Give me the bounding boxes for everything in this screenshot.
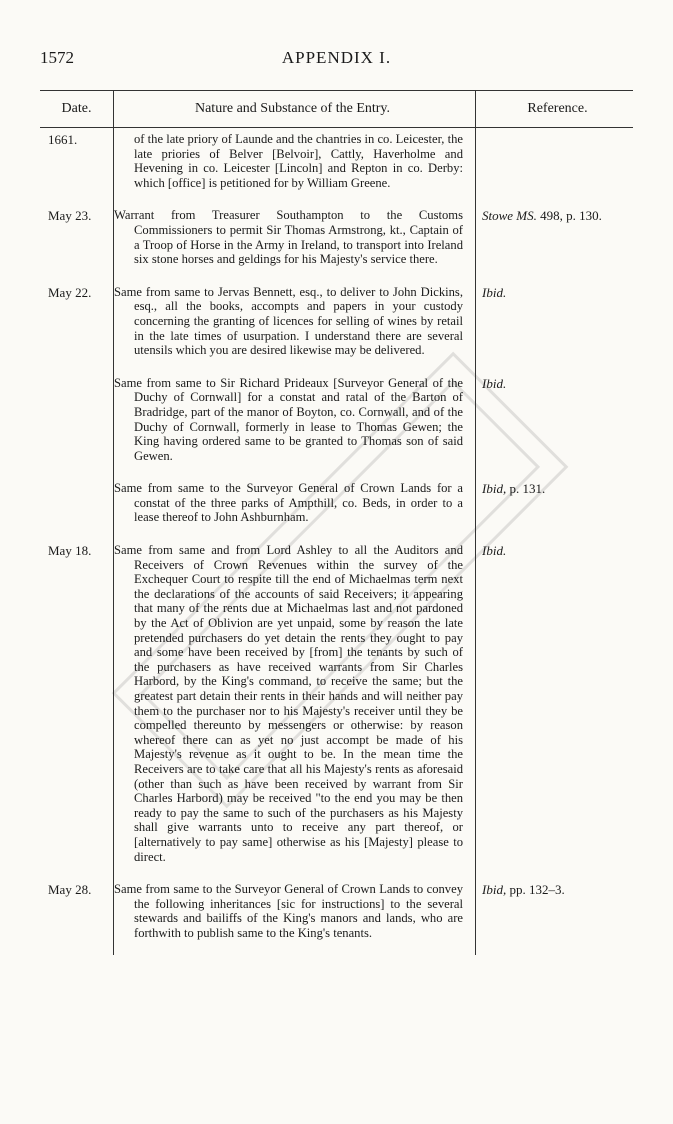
column-header-entry: Nature and Substance of the Entry. — [113, 91, 475, 127]
reference-page: p. 131. — [506, 481, 546, 497]
page-header — [40, 48, 633, 78]
entry-reference — [475, 281, 633, 372]
reference-source: Ibid, — [482, 882, 507, 898]
table-row — [40, 372, 633, 478]
running-title: APPENDIX I. — [281, 48, 392, 67]
entries-table — [40, 90, 633, 955]
entry-reference — [475, 128, 633, 204]
entry-date: May 18. — [48, 543, 92, 559]
reference-source: Ibid. — [482, 375, 507, 391]
entry-text: Same from same and from Lord Ashley to all the Auditors and Receivers of Crown Revenues within the survey of the Exchequer Court to respite till the end of Michaelmas term next the declarations of the accounts of said Receivers; it appearing that many of the rents due at Michaelmas last and not pardoned by the Act of Oblivion are yet unpaid, some by reason the late pretended purchasers do yet detain the rents they ought to pay and some have been received by [from] the tenants by such of the purchasers as have received warrants from Sir Charles Harbord, by the King's command, to receive the same; but the greatest part detain their rents in their hands and will neither pay them to the purchaser nor to his Majesty's receiver until they be compelled thereunto by messengers or otherwise: by reason whereof there can as yet no just accompt be made of his Majesty's revenue as it ought to be. In the mean time the Receivers are to take care that all his Majesty's rents as aforesaid (other than such as have been received by warrant from Sir Charles Harbord) may be received "to the end you may be then ready to pay the same to such of the purchasers as his Majesty shall give warrants unto to receive any part thereof, or [alternatively to pay same] otherwise as his [Majesty] please to direct. — [113, 539, 475, 878]
page-number: 1572 — [40, 48, 74, 67]
reference-page: 498, p. 130. — [536, 208, 602, 224]
entry-date: May 28. — [48, 882, 92, 898]
table-body — [40, 128, 633, 955]
reference-source: Ibid. — [482, 284, 507, 300]
table-row — [40, 281, 633, 372]
reference-source: Stowe MS. — [482, 208, 537, 224]
entry-reference — [475, 372, 633, 478]
entry-date: 1661. — [48, 132, 78, 147]
entry-text: of the late priory of Launde and the chantries in co. Leicester, the late priories of Belver [Belvoir], Cattly, Haverholme and Hevening in co. Leicester [Lincoln] and Repton in co. Derby: which [office] is petitioned for by William Greene. — [113, 128, 475, 204]
entry-reference — [475, 477, 633, 539]
table-row — [40, 204, 633, 280]
entry-text: Same from same to Jervas Bennett, esq., to deliver to John Dickins, esq., all the books, accompts and papers in your custody concerning the granting of licences for selling of wines by retail in the late times of usurpation. I understand there are several utensils which you are desired likewise may be delivered. — [113, 281, 475, 372]
reference-page: pp. 132–3. — [506, 882, 565, 898]
entry-reference — [475, 878, 633, 954]
entry-date: May 23. — [48, 208, 92, 224]
entry-reference — [475, 539, 633, 878]
table-row — [40, 477, 633, 539]
entry-date: May 22. — [48, 284, 92, 300]
reference-source: Ibid, — [482, 481, 507, 497]
table-header — [40, 91, 633, 127]
entry-text: Warrant from Treasurer Southampton to the Customs Commissioners to permit Sir Thomas Armstrong, kt., Captain of a Troop of Horse in the Army in Ireland, to transport into Ireland six stone horses and geldings for his Majesty's service there. — [113, 204, 475, 280]
entry-reference — [475, 204, 633, 280]
entry-date — [40, 372, 113, 478]
entry-text: Same from same to the Surveyor General of Crown Lands to convey the following inheritances [sic for instructions] to the several stewards and bailiffs of the King's manors and lands, who are forthwith to publish same to the King's tenants. — [113, 878, 475, 954]
table-row — [40, 128, 633, 204]
entry-text: Same from same to Sir Richard Prideaux [Surveyor General of the Duchy of Cornwall] for a constat and ratal of the Barton of Bradridge, part of the manor of Boyton, co. Cornwall, and of the Duchy of Cornwall, formerly in lease to Thomas Gewen; the King having ordered same to be granted to Thomas son of said Gewen. — [113, 372, 475, 478]
reference-source: Ibid. — [482, 543, 507, 559]
column-header-reference: Reference. — [475, 91, 633, 127]
table-row — [40, 539, 633, 878]
column-header-date: Date. — [61, 101, 92, 116]
entry-date — [40, 477, 113, 539]
entry-text: Same from same to the Surveyor General of Crown Lands for a constat of the three parks of Ampthill, co. Beds, in order to a lease thereof to John Ashburnham. — [113, 477, 475, 539]
table-row — [40, 878, 633, 954]
